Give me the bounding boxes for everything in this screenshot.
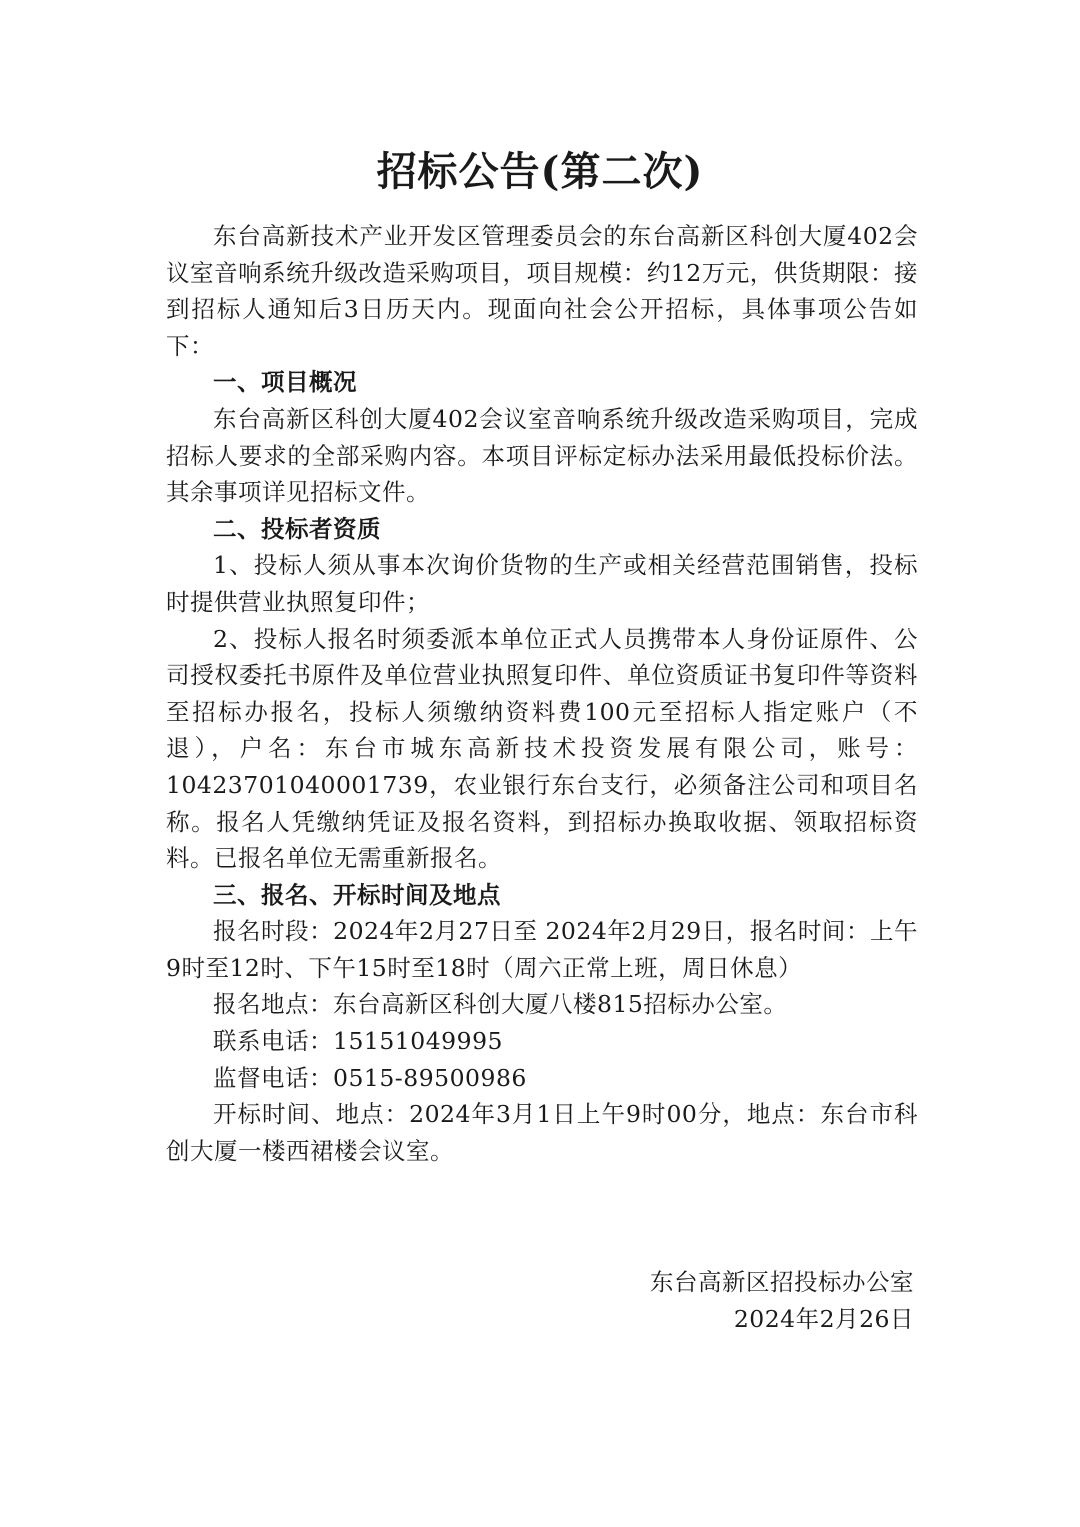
document-title: 招标公告(第二次) bbox=[376, 148, 704, 195]
section2-heading: 二、投标者资质 bbox=[213, 514, 381, 543]
section3-heading: 三、报名、开标时间及地点 bbox=[213, 880, 501, 909]
opening-time-place: 开标时间、地点：2024年3月1日上午9时00分，地点：东台市科创大厦一楼西裙楼会议室。 bbox=[166, 1100, 918, 1165]
signature-organization: 东台高新区招投标办公室 bbox=[650, 1268, 914, 1296]
contact-phone: 联系电话：15151049995 bbox=[213, 1027, 503, 1056]
registration-place: 报名地点：东台高新区科创大厦八楼815招标办公室。 bbox=[213, 990, 788, 1019]
supervision-phone: 监督电话：0515-89500986 bbox=[213, 1063, 527, 1092]
section1-heading: 一、项目概况 bbox=[213, 368, 357, 397]
section1-paragraph: 东台高新区科创大厦402会议室音响系统升级改造采购项目，完成招标人要求的全部采购内容。本项目评标定标办法采用最低投标价法。其余事项详见招标文件。 bbox=[166, 404, 918, 507]
intro-paragraph: 东台高新技术产业开发区管理委员会的东台高新区科创大厦402会议室音响系统升级改造采购项目，项目规模：约12万元，供货期限：接到招标人通知后3日历天内。现面向社会公开招标，具体事项公告如下： bbox=[166, 222, 918, 360]
signature-block bbox=[650, 1264, 914, 1338]
registration-period: 报名时段：2024年2月27日至 2024年2月29日，报名时间：上午9时至12时、下午15时至18时（周六正常上班，周日休息） bbox=[166, 917, 918, 982]
signature-date: 2024年2月26日 bbox=[733, 1305, 914, 1333]
section2-item2: 2、投标人报名时须委派本单位正式人员携带本人身份证原件、公司授权委托书原件及单位营业执照复印件、单位资质证书复印件等资料至招标办报名，投标人须缴纳资料费100元至招标人指定账户（不退），户名：东台市城东高新技术投资发展有限公司，账号：10423701040001739，农业银行东台支行，必须备注公司和项目名称。报名人凭缴纳凭证及报名资料，到招标办换取收据、领取招标资料。已报名单位无需重新报名。 bbox=[166, 624, 918, 873]
document-body bbox=[166, 218, 918, 1169]
section2-item1: 1、投标人须从事本次询价货物的生产或相关经营范围销售，投标时提供营业执照复印件； bbox=[166, 551, 918, 616]
